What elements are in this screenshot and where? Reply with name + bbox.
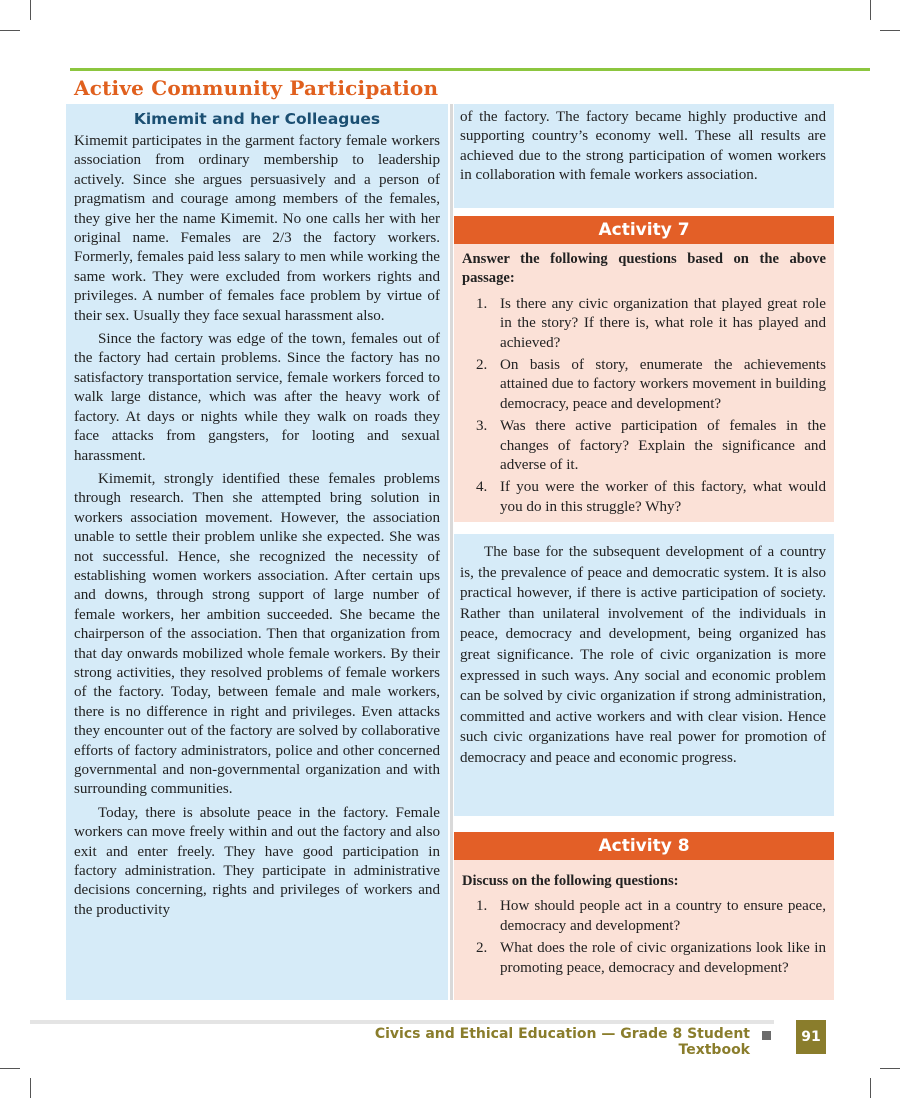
activity-7-header: Activity 7 [454,216,834,244]
activity-7-body [454,244,834,522]
activity-8-header: Activity 8 [454,832,834,860]
crop-mark [870,1078,871,1098]
story-continuation-box [454,104,834,208]
story-paragraph: Today, there is absolute peace in the factory. Female workers can move freely within and out the factory and also exit and enter freely. They have good participation in factory administration. They participate in administrative decisions concerning, rights and privileges of workers and the productivity [74,804,440,918]
story-paragraph: Kimemit, strongly identified these females problems through research. Then she attempted bring solution in workers association movement. However, the association unable to settle their problem unlike she expected. She was not successful. Hence, she recognized the necessity of establishing women workers association. After certain ups and downs, through strong support of large number of female workers, her ambition succeeded. She became the chairperson of the association. Then that organization from that day onwards mobilized whole female workers. By their strong activities, they resolved problems of female workers of the factory. Today, between female and male workers, there is no difference in right and privileges. Even attacks they encounter out of the factory are solved by collaborative efforts of factory administrators, police and other concerned governmental and non-governmental organization and with surrounding communities. [74,470,440,798]
civic-paragraph: The base for the subsequent development of a country is, the prevalence of peace and democratic system. It is also practical however, if there is active participation of society. Rather than unilateral involvement of the individuals in peace, democracy and development, being organized has great significance. The role of civic organization is more expressed in such ways. Any social and economic problem can be solved by civic organization if strong administration, committed and active workers and with clear vision. Hence such civic organizations have real power for promotion of democracy and peace and economic progress. [460,544,826,766]
footer-book-title: Civics and Ethical Education — Grade 8 Student Textbook [374,1026,750,1058]
crop-mark [30,1078,31,1098]
question-item: 2. On basis of story, enumerate the achievements attained due to factory workers movement in building democracy, peace and development? [476,357,826,412]
crop-mark [880,30,900,31]
crop-mark [0,1068,20,1069]
crop-mark [870,0,871,20]
column-divider [450,104,453,1000]
footer-square-icon [762,1031,771,1040]
question-item: 3. Was there active participation of females in the changes of factory? Explain the significance and adverse of it. [476,418,826,474]
story-paragraph: Since the factory was edge of the town, females out of the factory had certain problems. Since the factory has no satisfactory transportation service, female workers forced to walk large distance, which was after the heavy work of factory. At days or nights while they walk on roads they face attacks from gangsters, for looting and sexual harassment. [74,331,440,464]
activity-8-body [454,860,834,1000]
activity-7-questions [462,295,826,517]
activity-7-prompt: Answer the following questions based on the above passage: [462,251,826,287]
activity-8-prompt: Discuss on the following questions: [462,873,679,889]
story-continuation: of the factory. The factory became highly productive and supporting country’s economy well. These all results are achieved due to the strong participation of women workers in collaboration with female workers association. [460,109,826,184]
crop-mark [0,30,20,31]
question-item: 4. If you were the worker of this factory, what would you do in this struggle? Why? [476,479,826,515]
activity-8-questions [462,897,826,978]
question-item: 1. Is there any civic organization that played great role in the story? If there is, what role it has played and achieved? [476,295,826,351]
page-number: 91 [796,1020,826,1054]
civic-organization-box [454,534,834,816]
header-rule [70,68,870,71]
question-item: 1. How should people act in a country to ensure peace, democracy and development? [476,898,826,934]
story-title: Kimemit and her Colleagues [133,110,381,128]
footer-bar [30,1020,774,1024]
section-title: Active Community Participation [74,76,439,100]
crop-mark [880,1068,900,1069]
crop-mark [30,0,31,20]
question-item: 2. What does the role of civic organizations look like in promoting peace, democracy and development? [476,940,826,976]
story-box [66,104,448,1000]
story-paragraph: Kimemit participates in the garment factory female workers association from ordinary membership to leadership actively. Since she argues persuasively and a person of pragmatism and courage among members of the females, they give her the name Kimemit. No one calls her with her original name. Females are 2/3 the factory workers. Formerly, females paid less salary to men while working the same work. They were excluded from workers rights and privileges. A number of females face problem by virtue of their sex. Usually they face sexual harassment also. [74,133,440,324]
